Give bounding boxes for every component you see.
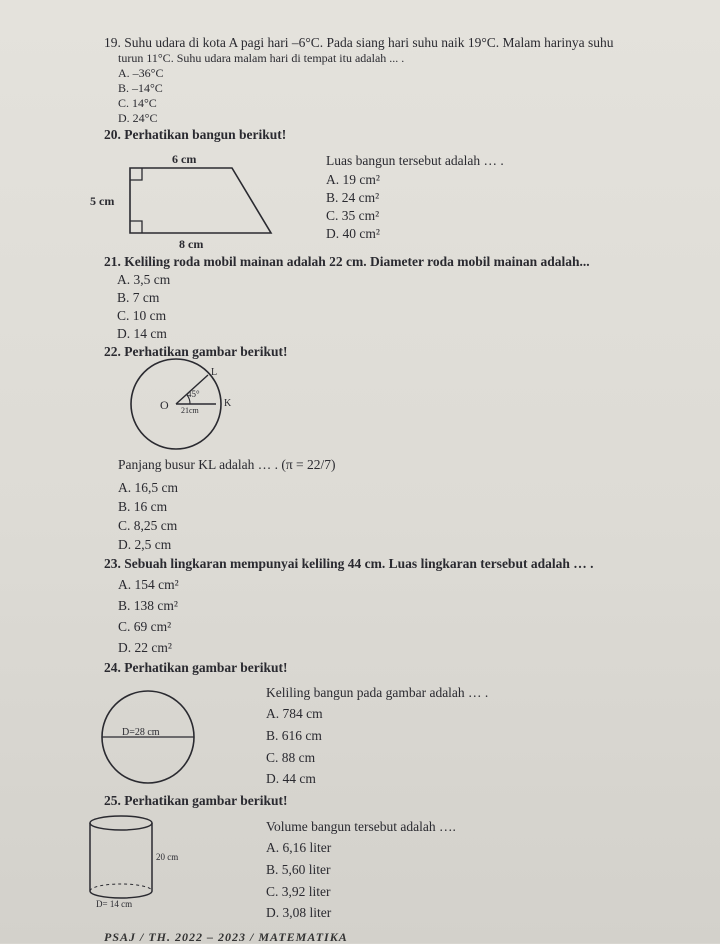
- q25-option-d: D. 3,08 liter: [266, 905, 332, 920]
- q21-option-a: A. 3,5 cm: [117, 272, 171, 287]
- q22-option-c: C. 8,25 cm: [118, 518, 178, 533]
- q20-question: Luas bangun tersebut adalah … .: [326, 153, 504, 168]
- diameter-label: D=28 cm: [122, 727, 160, 738]
- q23-option-b: B. 138 cm²: [118, 598, 178, 613]
- trapezoid-left-label: 5 cm: [90, 194, 115, 208]
- q21-stem: 21. Keliling roda mobil mainan adalah 22 cm. Diameter roda mobil mainan adalah...: [104, 254, 590, 269]
- q23-stem: 23. Sebuah lingkaran mempunyai keliling 44 cm. Luas lingkaran tersebut adalah … .: [104, 556, 594, 571]
- cylinder-height-label: 20 cm: [156, 852, 179, 862]
- q20-option-a: A. 19 cm²: [326, 172, 380, 187]
- q24-question: Keliling bangun pada gambar adalah … .: [266, 685, 489, 700]
- footer-text: PSAJ / TH. 2022 – 2023 / MATEMATIKA: [104, 930, 348, 944]
- q19-option-d: D. 24°C: [118, 111, 158, 125]
- q24-option-b: B. 616 cm: [266, 728, 322, 743]
- q24-option-c: C. 88 cm: [266, 750, 316, 765]
- q20-option-b: B. 24 cm²: [326, 190, 380, 205]
- q22-question: Panjang busur KL adalah … . (π = 22/7): [118, 457, 336, 472]
- q22-option-a: A. 16,5 cm: [118, 480, 178, 495]
- q25-stem: 25. Perhatikan gambar berikut!: [104, 793, 288, 808]
- trapezoid-bottom-label: 8 cm: [179, 237, 204, 251]
- q25-option-a: A. 6,16 liter: [266, 840, 332, 855]
- q19-option-b: B. –14°C: [118, 81, 163, 95]
- q24-stem: 24. Perhatikan gambar berikut!: [104, 660, 288, 675]
- point-l-label: L: [211, 367, 218, 378]
- q25-option-c: C. 3,92 liter: [266, 884, 331, 899]
- q23-option-a: A. 154 cm²: [118, 577, 179, 592]
- point-k-label: K: [224, 398, 232, 409]
- cylinder-diameter-label: D= 14 cm: [96, 899, 133, 909]
- angle-label: 45°: [187, 389, 200, 399]
- q19-option-a: A. –36°C: [118, 66, 164, 80]
- q21-option-b: B. 7 cm: [117, 290, 160, 305]
- center-o-label: O: [160, 398, 169, 412]
- q20-stem: 20. Perhatikan bangun berikut!: [104, 127, 287, 142]
- q23-option-d: D. 22 cm²: [118, 640, 172, 655]
- q25-question: Volume bangun tersebut adalah ….: [266, 819, 456, 834]
- q22-option-d: D. 2,5 cm: [118, 537, 172, 552]
- q19-stem-line2: turun 11°C. Suhu udara malam hari di tempat itu adalah ... .: [118, 51, 405, 65]
- q24-option-a: A. 784 cm: [266, 706, 323, 721]
- q20-option-d: D. 40 cm²: [326, 226, 380, 241]
- q20-option-c: C. 35 cm²: [326, 208, 380, 223]
- q23-option-c: C. 69 cm²: [118, 619, 172, 634]
- q19-option-c: C. 14°C: [118, 96, 157, 110]
- radius-label: 21cm: [181, 406, 199, 415]
- q21-option-c: C. 10 cm: [117, 308, 167, 323]
- trapezoid-top-label: 6 cm: [172, 152, 197, 166]
- q24-option-d: D. 44 cm: [266, 771, 316, 786]
- q22-stem: 22. Perhatikan gambar berikut!: [104, 344, 288, 359]
- q22-option-b: B. 16 cm: [118, 499, 168, 514]
- q25-option-b: B. 5,60 liter: [266, 862, 331, 877]
- q21-option-d: D. 14 cm: [117, 326, 167, 341]
- q19-stem-line1: 19. Suhu udara di kota A pagi hari –6°C. Pada siang hari suhu naik 19°C. Malam harinya suhu: [104, 35, 614, 50]
